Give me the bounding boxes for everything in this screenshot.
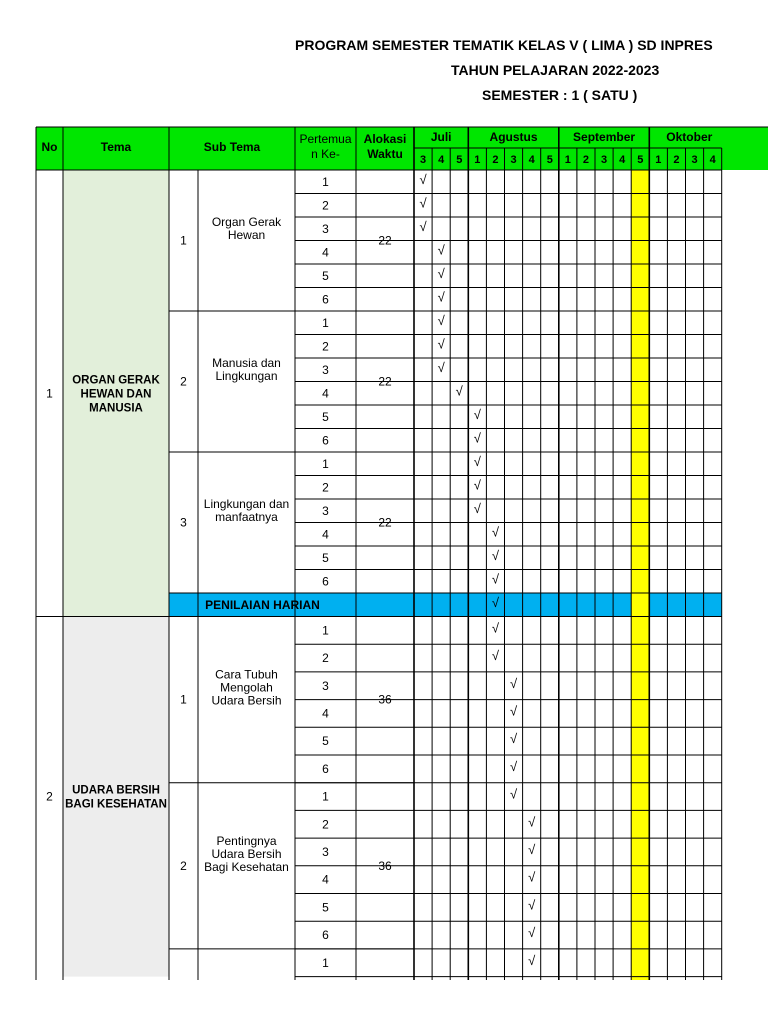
header-month: Oktober <box>666 130 713 144</box>
pertemuan-number: 2 <box>322 198 329 213</box>
check-mark: √ <box>509 675 518 691</box>
header-week: 1 <box>655 154 662 166</box>
subtema-number: 2 <box>180 858 187 873</box>
check-mark: √ <box>528 841 536 857</box>
header-subtema: Sub Tema <box>203 140 261 154</box>
header-week: 5 <box>546 154 553 166</box>
header-week: 4 <box>438 154 445 166</box>
tema-name: MANUSIA <box>89 402 143 415</box>
header-week: 3 <box>510 154 517 166</box>
tema-number: 2 <box>46 789 53 804</box>
header-week: 5 <box>456 154 463 166</box>
pertemuan-number: 4 <box>322 706 329 721</box>
check-mark: √ <box>473 453 481 469</box>
penilaian-label: PENILAIAN HARIAN <box>205 597 320 612</box>
check-mark: √ <box>491 648 500 664</box>
header-week: 4 <box>528 154 535 166</box>
header-week: 3 <box>600 154 608 166</box>
highlight-column <box>631 170 649 980</box>
title-line-3: SEMESTER : 1 ( SATU ) <box>482 87 638 103</box>
pertemuan-number: 4 <box>322 872 329 887</box>
check-mark: √ <box>509 758 518 774</box>
check-mark: √ <box>509 731 518 747</box>
check-mark: √ <box>437 242 445 258</box>
check-mark: √ <box>473 477 481 493</box>
header-week: 2 <box>492 154 499 166</box>
pertemuan-number: 1 <box>322 456 329 471</box>
check-mark: √ <box>437 289 445 305</box>
alokasi-value: 36 <box>378 692 392 707</box>
pertemuan-number: 2 <box>322 817 329 832</box>
header-alokasi: Alokasi <box>363 132 407 146</box>
subtema-name: Mengolah <box>220 680 273 695</box>
tema-number: 1 <box>46 386 53 401</box>
check-mark: √ <box>419 195 427 211</box>
header-no: No <box>41 140 58 154</box>
check-mark: √ <box>473 406 481 422</box>
check-mark: √ <box>491 547 500 563</box>
pertemuan-number: 3 <box>322 221 329 236</box>
subtema-number: 2 <box>180 374 187 389</box>
subtema-name: Lingkungan dan <box>203 497 290 511</box>
check-mark: √ <box>437 265 445 281</box>
pertemuan-number: 6 <box>322 928 329 943</box>
subtema-name: Organ Gerak <box>211 215 282 229</box>
subtema-name: Pentingnya <box>216 833 277 848</box>
alokasi-value: 36 <box>378 858 392 873</box>
header-week: 5 <box>637 154 644 166</box>
check-mark: √ <box>473 500 481 516</box>
subtema-name: Udara Bersih <box>211 693 282 708</box>
alokasi-value: 22 <box>378 515 392 530</box>
header-pertemuan: n Ke- <box>311 147 340 161</box>
header-week: 2 <box>582 154 590 166</box>
pertemuan-number: 6 <box>322 761 329 776</box>
subtema-number: 1 <box>180 233 187 248</box>
tema-name: ORGAN GERAK <box>72 374 160 387</box>
header-week: 4 <box>619 154 626 166</box>
check-mark: √ <box>419 218 427 234</box>
pertemuan-number: 4 <box>322 527 329 542</box>
check-mark: √ <box>491 620 500 636</box>
header-week: 1 <box>474 154 481 166</box>
pertemuan-number: 5 <box>322 268 329 283</box>
check-mark: √ <box>509 703 518 719</box>
check-mark: √ <box>528 925 536 941</box>
pertemuan-number: 4 <box>322 386 329 401</box>
subtema-name: manfaatnya <box>215 510 278 524</box>
header-month: Agustus <box>489 130 538 144</box>
check-mark: √ <box>437 336 445 352</box>
check-mark: √ <box>491 594 500 610</box>
check-mark: √ <box>491 524 500 540</box>
header-week: 3 <box>691 154 698 166</box>
pertemuan-number: 1 <box>322 789 329 804</box>
subtema-name: Bagi Kesehatan <box>204 859 289 874</box>
pertemuan-number: 3 <box>322 678 329 693</box>
subtema-name: Lingkungan <box>215 369 278 383</box>
check-mark: √ <box>528 897 536 913</box>
pertemuan-number: 6 <box>322 433 329 448</box>
pertemuan-number: 1 <box>322 174 329 189</box>
subtema-name: Cara Tubuh <box>215 667 278 682</box>
check-mark: √ <box>491 571 500 587</box>
subtema-name: Manusia dan <box>212 356 281 370</box>
pertemuan-number: 5 <box>322 550 329 565</box>
pertemuan-number: 1 <box>322 955 329 970</box>
subtema-number: 1 <box>180 692 187 707</box>
tema-name: HEWAN DAN <box>80 388 152 401</box>
check-mark: √ <box>473 430 481 446</box>
pertemuan-number: 5 <box>322 900 329 915</box>
pertemuan-number: 3 <box>322 844 329 859</box>
pertemuan-number: 1 <box>322 315 329 330</box>
header-week: 2 <box>673 154 680 166</box>
title-line-1: PROGRAM SEMESTER TEMATIK KELAS V ( LIMA ) SD INPRES <box>295 37 713 53</box>
check-mark: √ <box>455 383 463 399</box>
alokasi-value: 22 <box>378 374 392 389</box>
header-alokasi: Waktu <box>367 147 403 161</box>
pertemuan-number: 6 <box>322 292 329 307</box>
header-week: 1 <box>564 154 571 166</box>
check-mark: √ <box>437 359 445 375</box>
tema-name: BAGI KESEHATAN <box>65 798 167 811</box>
tema-name: UDARA BERSIH <box>72 784 160 797</box>
check-mark: √ <box>419 171 427 187</box>
alokasi-value: 22 <box>378 233 392 248</box>
check-mark: √ <box>528 952 536 968</box>
pertemuan-number: 2 <box>322 480 329 495</box>
pertemuan-number: 3 <box>322 362 329 377</box>
pertemuan-number: 4 <box>322 245 329 260</box>
header-month: Juli <box>430 130 452 144</box>
title-line-2: TAHUN PELAJARAN 2022-2023 <box>451 62 660 78</box>
pertemuan-number: 2 <box>322 339 329 354</box>
pertemuan-number: 1 <box>322 623 329 638</box>
subtema-number: 3 <box>180 515 187 530</box>
subtema-name: Udara Bersih <box>211 846 282 861</box>
header-tema: Tema <box>100 140 132 154</box>
pertemuan-number: 2 <box>322 651 329 666</box>
pertemuan-number: 5 <box>322 409 329 424</box>
check-mark: √ <box>437 312 445 328</box>
header-week: 3 <box>419 154 427 166</box>
check-mark: √ <box>528 814 536 830</box>
subtema-name: Hewan <box>227 228 266 242</box>
pertemuan-number: 3 <box>322 503 329 518</box>
header-month: September <box>573 130 636 144</box>
check-mark: √ <box>528 869 536 885</box>
header-week: 4 <box>709 154 716 166</box>
pertemuan-number: 5 <box>322 734 329 749</box>
check-mark: √ <box>509 786 518 802</box>
pertemuan-number: 6 <box>322 574 329 589</box>
header-pertemuan: Pertemua <box>299 132 352 146</box>
